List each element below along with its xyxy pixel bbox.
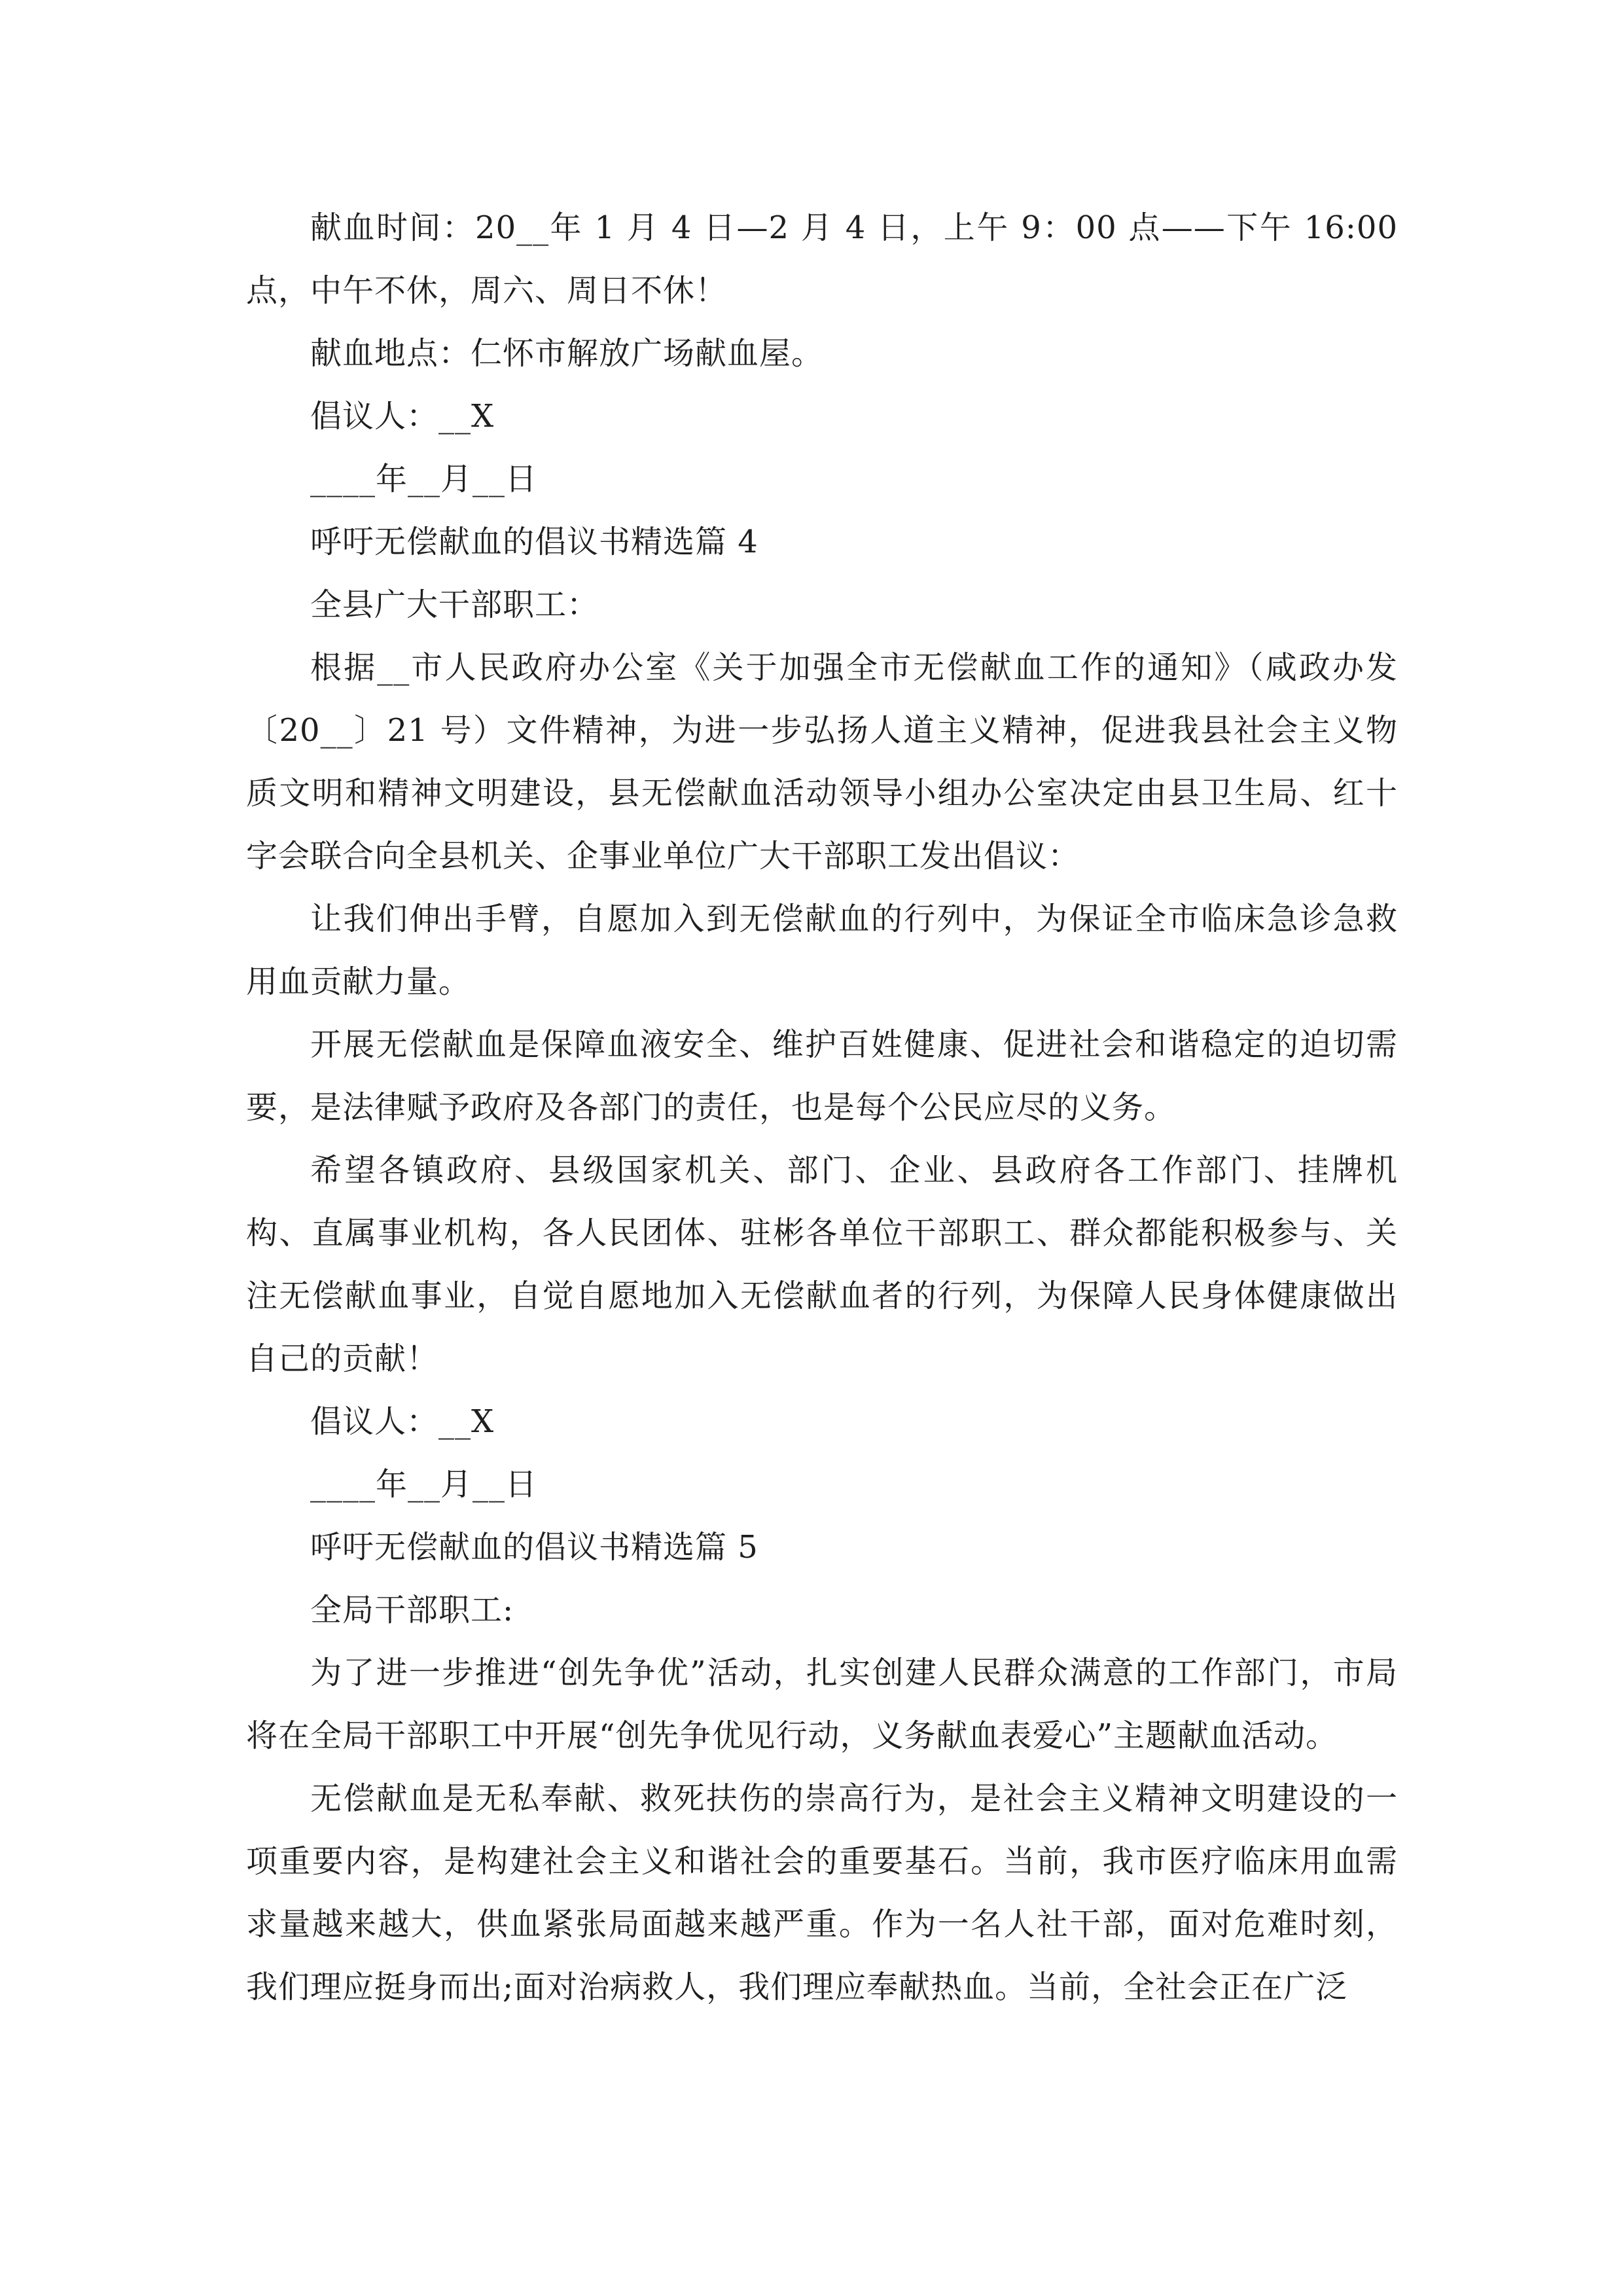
paragraph-basis: 根据__市人民政府办公室《关于加强全市无偿献血工作的通知》（咸政办发〔20__〕21 号）文件精神，为进一步弘扬人道主义精神，促进我县社会主义物质文明和精神文明建设，县无偿献血活动领导小组办公室决定由县卫生局、红十字会联合向全县机关、企事业单位广大干部职工发出倡议： xyxy=(246,649,1398,874)
paragraph-donation-time: 献血时间：20__年 1 月 4 日—2 月 4 日，上午 9：00 点——下午 16:00 点，中午不休，周六、周日不休！ xyxy=(246,209,1398,309)
section-heading-5: 呼吁无偿献血的倡议书精选篇 5 xyxy=(310,1529,758,1566)
paragraph-initiator-1: 倡议人：__X xyxy=(310,398,495,435)
paragraph-importance: 开展无偿献血是保障血液安全、维护百姓健康、促进社会和谐稳定的迫切需要，是法律赋予政府及各部门的责任，也是每个公民应尽的义务。 xyxy=(246,1026,1398,1126)
paragraph-date-2: ____年__月__日 xyxy=(310,1466,538,1503)
paragraph-activity: 为了进一步推进“创先争优”活动，扎实创建人民群众满意的工作部门，市局将在全局干部职工中开展“创先争优见行动，义务献血表爱心”主题献血活动。 xyxy=(246,1655,1398,1754)
document-body xyxy=(246,196,1398,2018)
salutation-5: 全局干部职工: xyxy=(310,1592,514,1628)
salutation-4: 全县广大干部职工： xyxy=(310,586,599,623)
paragraph-significance: 无偿献血是无私奉献、救死扶伤的崇高行为，是社会主义精神文明建设的一项重要内容，是构建社会主义和谐社会的重要基石。当前，我市医疗临床用血需求量越来越大，供血紧张局面越来越严重。作为一名人社干部，面对危难时刻，我们理应挺身而出;面对治病救人，我们理应奉献热血。当前，全社会正在广泛 xyxy=(246,1780,1398,2005)
paragraph-date-1: ____年__月__日 xyxy=(310,461,538,497)
paragraph-donation-place: 献血地点：仁怀市解放广场献血屋。 xyxy=(310,335,824,372)
section-heading-4: 呼吁无偿献血的倡议书精选篇 4 xyxy=(310,524,758,560)
paragraph-hope: 希望各镇政府、县级国家机关、部门、企业、县政府各工作部门、挂牌机构、直属事业机构，各人民团体、驻彬各单位干部职工、群众都能积极参与、关注无偿献血事业，自觉自愿地加入无偿献血者的行列，为保障人民身体健康做出自己的贡献！ xyxy=(246,1152,1398,1377)
paragraph-call-to-action: 让我们伸出手臂，自愿加入到无偿献血的行列中，为保证全市临床急诊急救用血贡献力量。 xyxy=(246,901,1398,1000)
paragraph-initiator-2: 倡议人：__X xyxy=(310,1403,495,1440)
